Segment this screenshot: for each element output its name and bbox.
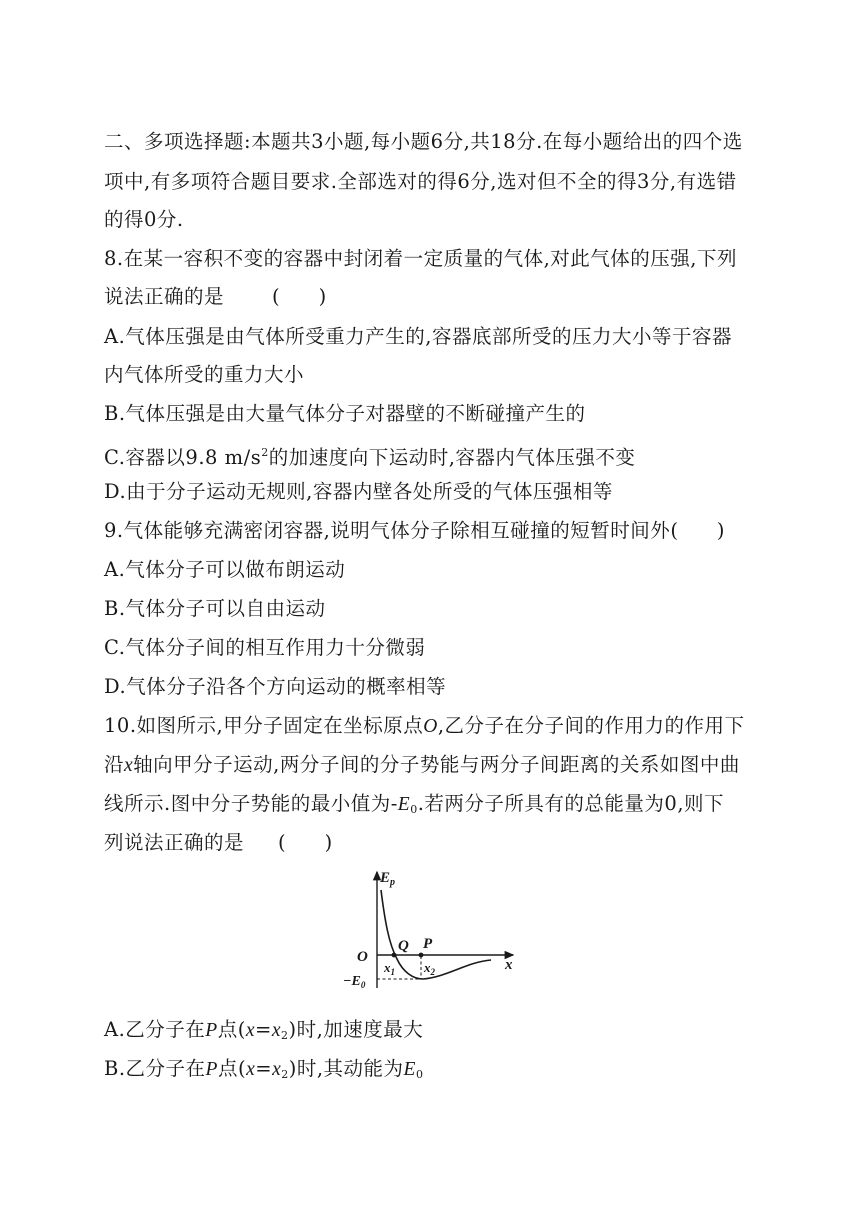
point-p <box>419 953 424 958</box>
q10-option-a-subscript: 2 <box>280 1029 289 1042</box>
q10-option-a-post: )时,加速度最大 <box>288 1018 424 1041</box>
q10-option-b-x2: x <box>272 1059 282 1080</box>
q10-option-a <box>104 1017 423 1049</box>
q10-option-b-pre: B.乙分子在 <box>104 1057 206 1080</box>
q10-stem-line-4 <box>104 830 332 856</box>
q9-option-d: D.气体分子沿各个方向运动的概率相等 <box>104 675 447 698</box>
q8-option-d: D.由于分子运动无规则,容器内壁各处所受的气体压强相等 <box>104 480 613 503</box>
q10-e-symbol: E <box>397 794 411 815</box>
q10-stem-line-2 <box>104 752 740 779</box>
q10-option-b-mid: 点( <box>217 1057 247 1080</box>
q10-e-subscript: 0 <box>410 803 418 816</box>
q8-option-c-pre: C.容器以9.8 m/s <box>104 446 262 469</box>
q10-option-a-eq: = <box>254 1018 272 1041</box>
q-label: Q <box>398 938 409 954</box>
q10-x-symbol: x <box>124 755 134 776</box>
x-axis-label: x <box>505 957 513 973</box>
q10-option-b-e: E <box>403 1059 416 1080</box>
q9-answer-blank: ( ) <box>670 519 725 542</box>
point-q <box>392 953 397 958</box>
q8-stem-text: 说法正确的是 <box>104 285 225 308</box>
potential-curve <box>381 890 491 979</box>
q10-option-b-subscript: 2 <box>281 1068 289 1081</box>
q10-stem-line-1 <box>104 713 745 740</box>
q8-option-a-line-1: A.气体压强是由气体所受重力产生的,容器底部所受的压力大小等于容器 <box>104 325 732 348</box>
q9-stem <box>104 518 725 544</box>
q9-option-b: B.气体分子可以自由运动 <box>104 597 326 620</box>
section-heading-line-2: 项中,有多项符合题目要求.全部选对的得6分,选对但不全的得3分,有选错 <box>104 170 737 193</box>
q10-option-b-post: )时,其动能为 <box>288 1057 404 1080</box>
section-heading-line-3: 的得0分. <box>104 208 184 231</box>
q10-stem-line-2-pre: 沿 <box>104 753 125 776</box>
q9-option-a: A.气体分子可以做布朗运动 <box>104 558 346 581</box>
q8-option-b: B.气体压强是由大量气体分子对器壁的不断碰撞产生的 <box>104 402 586 425</box>
q9-option-c: C.气体分子间的相互作用力十分微弱 <box>104 636 426 659</box>
q8-stem-line-2 <box>104 284 326 310</box>
q8-stem-line-1: 8.在某一容积不变的容器中封闭着一定质量的气体,对此气体的压强,下列 <box>104 247 738 270</box>
q8-option-c-post: 的加速度向下运动时,容器内气体压强不变 <box>268 446 636 469</box>
neg-e0-label: $-E_0$ <box>343 974 366 990</box>
q10-option-a-mid: 点( <box>217 1018 246 1041</box>
q10-option-b-eq: = <box>255 1057 273 1080</box>
p-label: P <box>423 936 433 952</box>
ep-label: $E_p$ <box>380 870 396 888</box>
q10-option-a-x: x <box>245 1020 255 1041</box>
q10-option-b-e-subscript: 0 <box>415 1068 424 1081</box>
x1-label: $x_1$ <box>384 960 395 977</box>
q10-option-a-x2: x <box>271 1020 281 1041</box>
q10-option-a-pre: A.乙分子在 <box>104 1018 206 1041</box>
x2-label: $x_2$ <box>424 960 435 977</box>
q10-option-b-x: x <box>246 1059 256 1080</box>
q9-stem-text: 9.气体能够充满密闭容器,说明气体分子除相互碰撞的短暂时间外 <box>104 519 671 542</box>
q10-stem-line-3-pre: 线所示.图中分子势能的最小值为- <box>104 792 398 815</box>
potential-energy-graph <box>335 864 525 994</box>
q10-stem-line-4-text: 列说法正确的是 <box>104 831 245 854</box>
q10-stem-line-2-post: 轴向甲分子运动,两分子间的分子势能与两分子间距离的关系如图中曲 <box>133 753 740 776</box>
q10-answer-blank: ( ) <box>278 831 333 854</box>
q8-option-a-line-2: 内气体所受的重力大小 <box>104 363 305 386</box>
q10-stem-line-1-post: ,乙分子在分子间的作用力的作用下 <box>437 714 745 737</box>
q10-stem-line-1-pre: 10.如图所示,甲分子固定在坐标原点 <box>104 714 424 737</box>
q8-option-c-superscript: 2 <box>261 446 269 459</box>
q10-stem-line-3 <box>104 791 724 823</box>
q8-option-c <box>104 440 635 471</box>
q10-option-b <box>104 1056 423 1088</box>
q8-answer-blank: ( ) <box>272 285 327 308</box>
q10-option-a-p: P <box>205 1020 218 1041</box>
q10-stem-line-3-post: .若两分子所具有的总能量为0,则下 <box>417 792 725 815</box>
origin-label: O <box>357 949 368 965</box>
q10-option-b-p: P <box>205 1059 218 1080</box>
section-heading-line-1: 二、多项选择题:本题共3小题,每小题6分,共18分.在每小题给出的四个选 <box>104 130 743 153</box>
q10-origin-symbol: O <box>423 716 438 737</box>
